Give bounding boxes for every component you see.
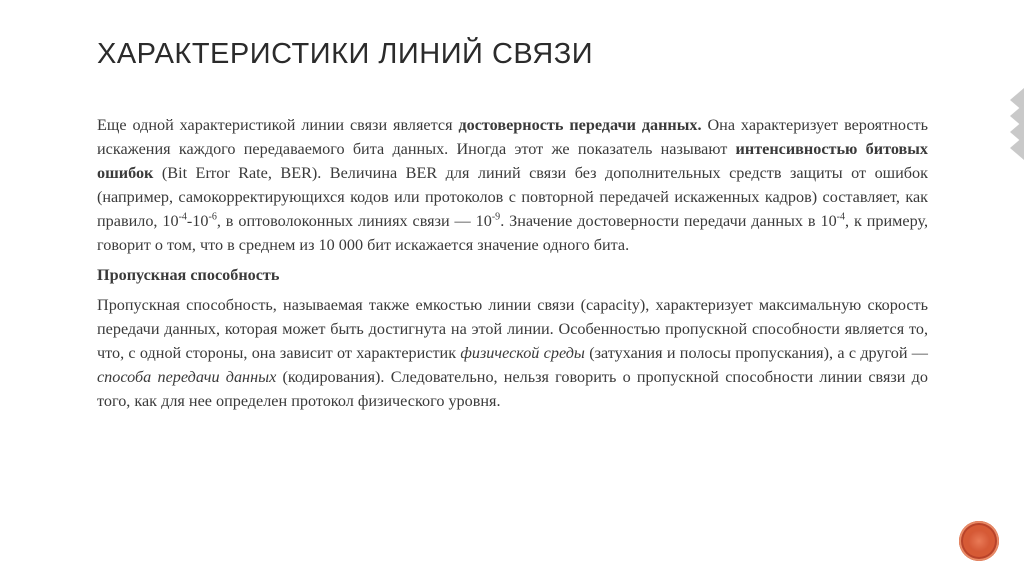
paragraph-capacity [97,293,928,413]
text-run: -10 [186,212,209,230]
subheading: Пропускная способность [97,266,280,284]
text-run: Она характеризует вероятность искажения каждого передаваемого бита данных. Иногда этот же показатель называют [97,116,928,158]
exponent: -9 [491,211,501,223]
slide-title: ХАРАКТЕРИСТИКИ ЛИНИЙ СВЯЗИ [97,38,594,70]
text-run: (Bit Error Rate, BER). Величина BER для линий связи без дополнительных средств защиты от ошибок (например, самокорректирующихся кодов или протоколов с повторной передачей искаженных кадров) составляет, как правило, 10 [97,164,928,230]
italic-term: способа передачи данных [97,368,277,386]
text-run: Еще одной характеристикой линии связи является [97,116,459,134]
exponent: -4 [836,211,846,223]
text-run: Пропускная способность, называемая также емкостью линии связи (capacity), характеризует максимальную скорость передачи данных, которая может быть достигнута на этой линии. Особенностью пропускной способности является то, что, с одной стороны, она зависит от характеристик [97,296,928,362]
text-run: . Значение достоверности передачи данных в 10 [500,212,837,230]
bold-term: интенсивностью битовых ошибок [97,140,928,182]
exponent: -6 [208,211,217,223]
text-run: (затухания и полосы пропускания), а с другой — [584,344,928,362]
exponent: -4 [178,211,187,223]
slide-body [97,113,928,413]
text-run: (кодирования). Следовательно, нельзя говорить о пропускной способности линии связи до того, как для нее определен протокол физического уровня. [97,368,928,410]
text-run: , в оптоволоконных линиях связи — 10 [216,212,492,230]
bold-term: достоверность передачи данных. [458,116,702,134]
italic-term: физической среды [460,344,585,362]
paragraph-reliability [97,113,928,257]
text-run: , к примеру, говорит о том, что в среднем из 10 000 бит искажается значение одного бита. [97,212,928,254]
chevron-left-icon [1010,136,1024,160]
logo-circle-icon [959,521,999,561]
